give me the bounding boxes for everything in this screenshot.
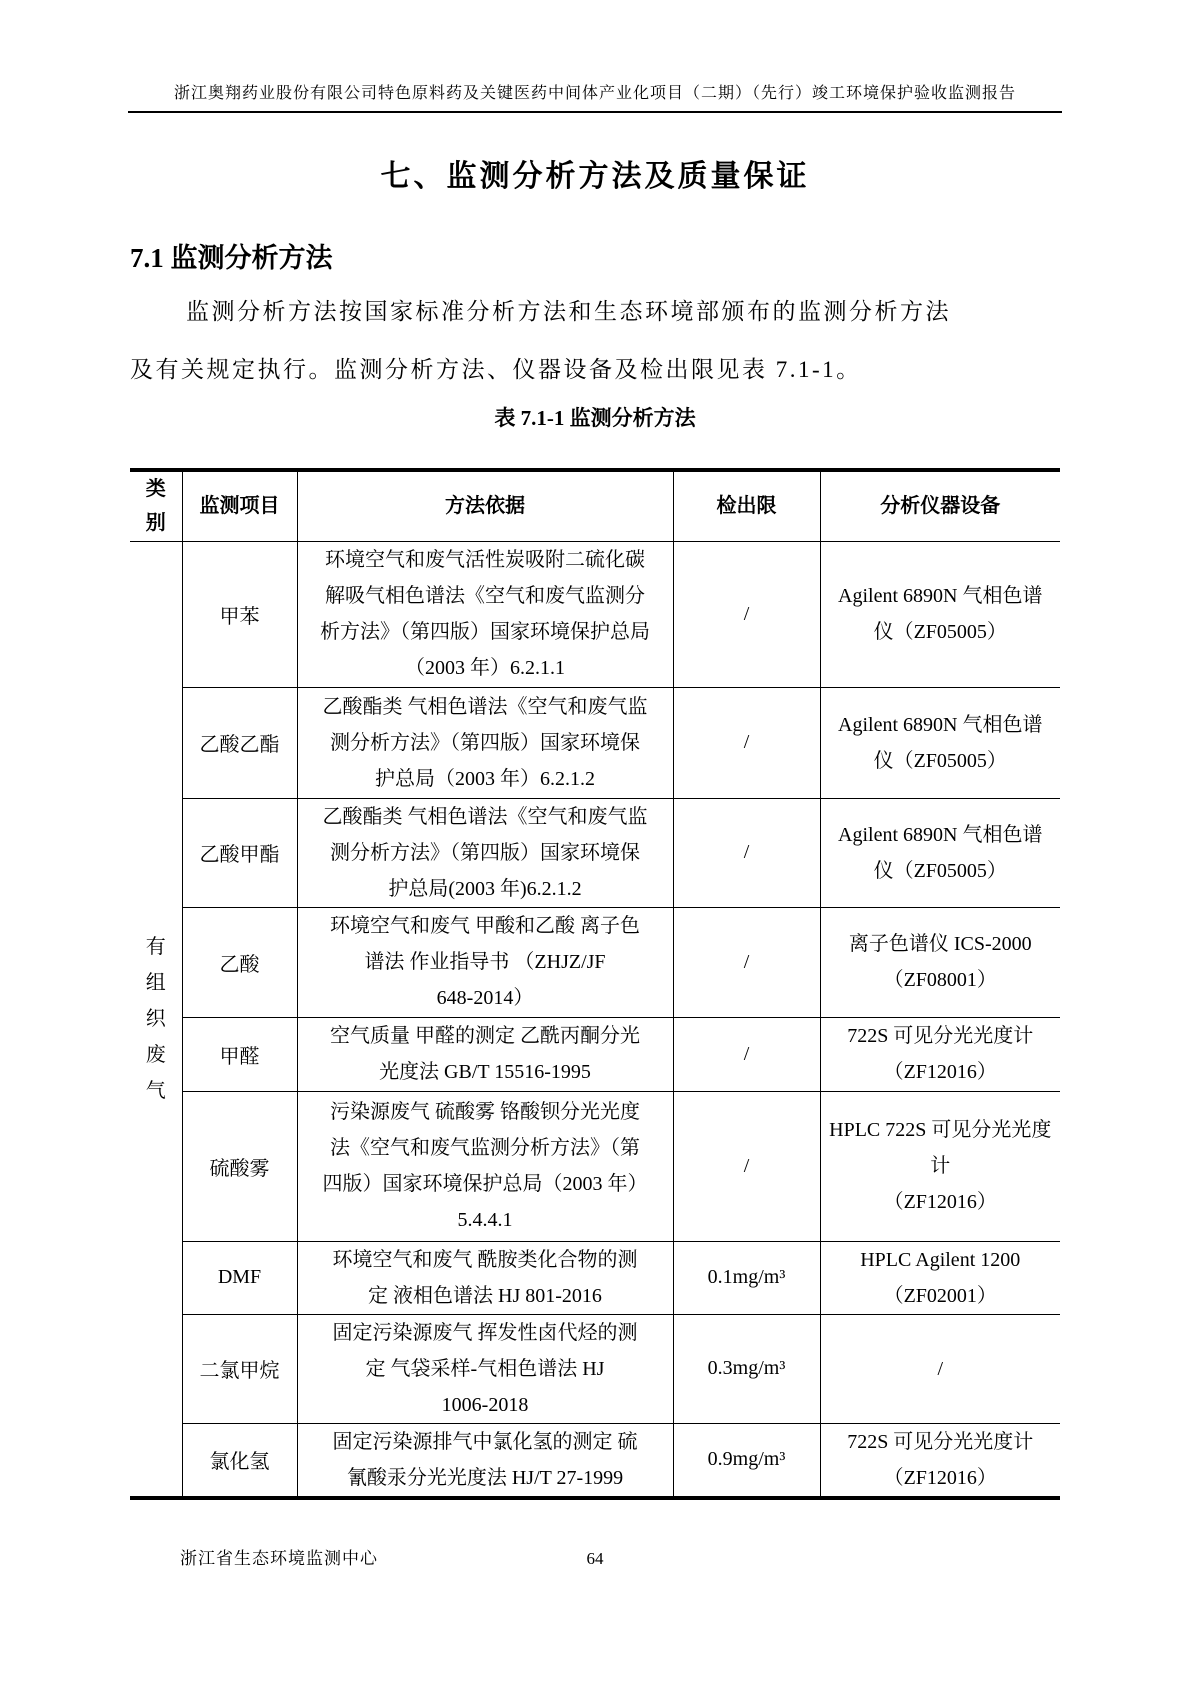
method-basis xyxy=(297,1241,673,1314)
method-line: 氰酸汞分光光度法 HJ/T 27-1999 xyxy=(346,1466,624,1489)
header-category-line: 类 xyxy=(145,478,166,501)
page-header-text: 浙江奥翔药业股份有限公司特色原料药及关键医药中间体产业化项目（二期）（先行）竣工环境保护验收监测报告 xyxy=(128,84,1062,113)
monitor-item: 氯化氢 xyxy=(182,1423,297,1498)
method-line: 定 气袋采样-气相色谱法 HJ xyxy=(365,1357,605,1380)
table-caption: 表 7.1-1 监测分析方法 xyxy=(494,406,696,430)
method-line: 法《空气和废气监测分析方法》（第 xyxy=(330,1137,640,1159)
paragraph-line: 监测分析方法按国家标准分析方法和生态环境部颁布的监测分析方法 xyxy=(186,299,951,324)
table-row xyxy=(130,798,1060,907)
method-line: 固定污染源排气中氯化氢的测定 硫 xyxy=(332,1430,638,1453)
method-line: 环境空气和废气 甲酸和乙酸 离子色 xyxy=(330,915,640,937)
method-line: 护总局（2003 年）6.2.1.2 xyxy=(375,767,595,790)
header-item: 监测项目 xyxy=(182,470,297,541)
section-heading: 7.1 监测分析方法 xyxy=(130,243,333,273)
table-row xyxy=(130,541,1060,687)
table-row xyxy=(130,1241,1060,1314)
table-row xyxy=(130,1314,1060,1423)
instrument-line: 离子色谱仪 ICS-2000 xyxy=(848,933,1032,955)
method-line: 648-2014） xyxy=(436,987,534,1009)
monitor-item: 硫酸雾 xyxy=(182,1091,297,1241)
instrument-line: Agilent 6890N 气相色谱 xyxy=(838,823,1043,846)
monitor-item: 二氯甲烷 xyxy=(182,1314,297,1423)
detection-limit: / xyxy=(673,1091,820,1241)
detection-limit: / xyxy=(673,798,820,907)
category-char: 气 xyxy=(145,1079,166,1102)
method-line: 1006-2018 xyxy=(441,1393,529,1416)
category-char: 织 xyxy=(145,1007,166,1030)
category-char: 有 xyxy=(145,935,166,958)
method-basis xyxy=(297,907,673,1017)
instrument-line: 仪（ZF05005） xyxy=(873,621,1007,643)
method-line: 护总局(2003 年)6.2.1.2 xyxy=(388,877,582,900)
paragraph-line: 及有关规定执行。监测分析方法、仪器设备及检出限见表 7.1-1。 xyxy=(130,357,862,382)
detection-limit: / xyxy=(673,687,820,798)
detection-limit: 0.9mg/m³ xyxy=(673,1423,820,1498)
instrument xyxy=(820,798,1060,907)
method-line: 环境空气和废气活性炭吸附二硫化碳 xyxy=(325,549,645,571)
instrument xyxy=(820,1241,1060,1314)
table-row xyxy=(130,907,1060,1017)
method-line: 环境空气和废气 酰胺类化合物的测 xyxy=(332,1248,638,1271)
instrument-line: HPLC 722S 可见分光光度计 xyxy=(829,1119,1052,1177)
instrument-line: （ZF12016） xyxy=(883,1466,997,1489)
instrument-line: （ZF08001） xyxy=(883,969,997,991)
method-basis xyxy=(297,798,673,907)
page-title: 七、监测分析方法及质量保证 xyxy=(380,160,810,193)
table-header-row xyxy=(130,470,1060,541)
category-cell xyxy=(130,541,182,1498)
header-method: 方法依据 xyxy=(297,470,673,541)
footer-page-number: 64 xyxy=(586,1549,604,1568)
method-line: 空气质量 甲醛的测定 乙酰丙酮分光 xyxy=(330,1025,640,1047)
method-line: 定 液相色谱法 HJ 801-2016 xyxy=(368,1284,602,1307)
instrument xyxy=(820,907,1060,1017)
detection-limit: / xyxy=(673,907,820,1017)
category-char: 废 xyxy=(145,1043,166,1066)
method-basis xyxy=(297,1423,673,1498)
instrument xyxy=(820,1314,1060,1423)
instrument-line: Agilent 6890N 气相色谱 xyxy=(838,585,1043,607)
method-basis xyxy=(297,541,673,687)
instrument-line: / xyxy=(937,1357,944,1380)
header-instrument: 分析仪器设备 xyxy=(820,470,1060,541)
monitor-item: 乙酸乙酯 xyxy=(182,687,297,798)
instrument-line: 722S 可见分光光度计 xyxy=(847,1025,1034,1047)
instrument-line: 仪（ZF05005） xyxy=(873,749,1007,772)
header-category xyxy=(130,470,182,541)
table-row xyxy=(130,1091,1060,1241)
monitor-item: DMF xyxy=(182,1241,297,1314)
instrument-line: 仪（ZF05005） xyxy=(873,859,1007,882)
detection-limit: 0.3mg/m³ xyxy=(673,1314,820,1423)
instrument xyxy=(820,1017,1060,1091)
table-row xyxy=(130,1017,1060,1091)
body-paragraph xyxy=(130,283,1062,399)
method-line: 谱法 作业指导书 （ZHJZ/JF xyxy=(364,951,606,973)
method-line: 测分析方法》（第四版）国家环境保 xyxy=(330,731,640,754)
method-line: 光度法 GB/T 15516-1995 xyxy=(379,1061,591,1083)
header-limit: 检出限 xyxy=(673,470,820,541)
method-basis xyxy=(297,1091,673,1241)
footer-organization: 浙江省生态环境监测中心 xyxy=(180,1549,378,1568)
method-line: 乙酸酯类 气相色谱法《空气和废气监 xyxy=(322,695,648,718)
instrument-line: （ZF12016） xyxy=(883,1061,997,1083)
method-line: 四版）国家环境保护总局（2003 年） xyxy=(322,1173,648,1195)
method-line: 5.4.4.1 xyxy=(457,1209,513,1231)
monitoring-methods-table xyxy=(130,468,1060,1500)
method-basis xyxy=(297,687,673,798)
instrument xyxy=(820,1091,1060,1241)
method-line: （2003 年）6.2.1.1 xyxy=(405,657,565,679)
instrument-line: 722S 可见分光光度计 xyxy=(847,1430,1034,1453)
instrument-line: HPLC Agilent 1200 xyxy=(860,1248,1021,1271)
instrument-line: Agilent 6890N 气相色谱 xyxy=(838,713,1043,736)
detection-limit: / xyxy=(673,1017,820,1091)
method-line: 解吸气相色谱法《空气和废气监测分 xyxy=(325,585,645,607)
monitor-item: 乙酸甲酯 xyxy=(182,798,297,907)
monitor-item: 乙酸 xyxy=(182,907,297,1017)
monitor-item: 甲醛 xyxy=(182,1017,297,1091)
instrument-line: （ZF02001） xyxy=(883,1284,997,1307)
method-line: 测分析方法》（第四版）国家环境保 xyxy=(330,841,640,864)
table-row xyxy=(130,1423,1060,1498)
method-line: 析方法》（第四版）国家环境保护总局 xyxy=(320,621,650,643)
instrument-line: （ZF12016） xyxy=(883,1191,997,1213)
detection-limit: / xyxy=(673,541,820,687)
method-basis xyxy=(297,1017,673,1091)
method-line: 固定污染源废气 挥发性卤代烃的测 xyxy=(332,1321,638,1344)
method-basis xyxy=(297,1314,673,1423)
header-category-line: 别 xyxy=(145,512,166,535)
method-line: 污染源废气 硫酸雾 铬酸钡分光光度 xyxy=(330,1101,640,1123)
table-row xyxy=(130,687,1060,798)
detection-limit: 0.1mg/m³ xyxy=(673,1241,820,1314)
category-char: 组 xyxy=(145,971,166,994)
instrument xyxy=(820,687,1060,798)
method-line: 乙酸酯类 气相色谱法《空气和废气监 xyxy=(322,805,648,828)
instrument xyxy=(820,1423,1060,1498)
monitor-item: 甲苯 xyxy=(182,541,297,687)
instrument xyxy=(820,541,1060,687)
